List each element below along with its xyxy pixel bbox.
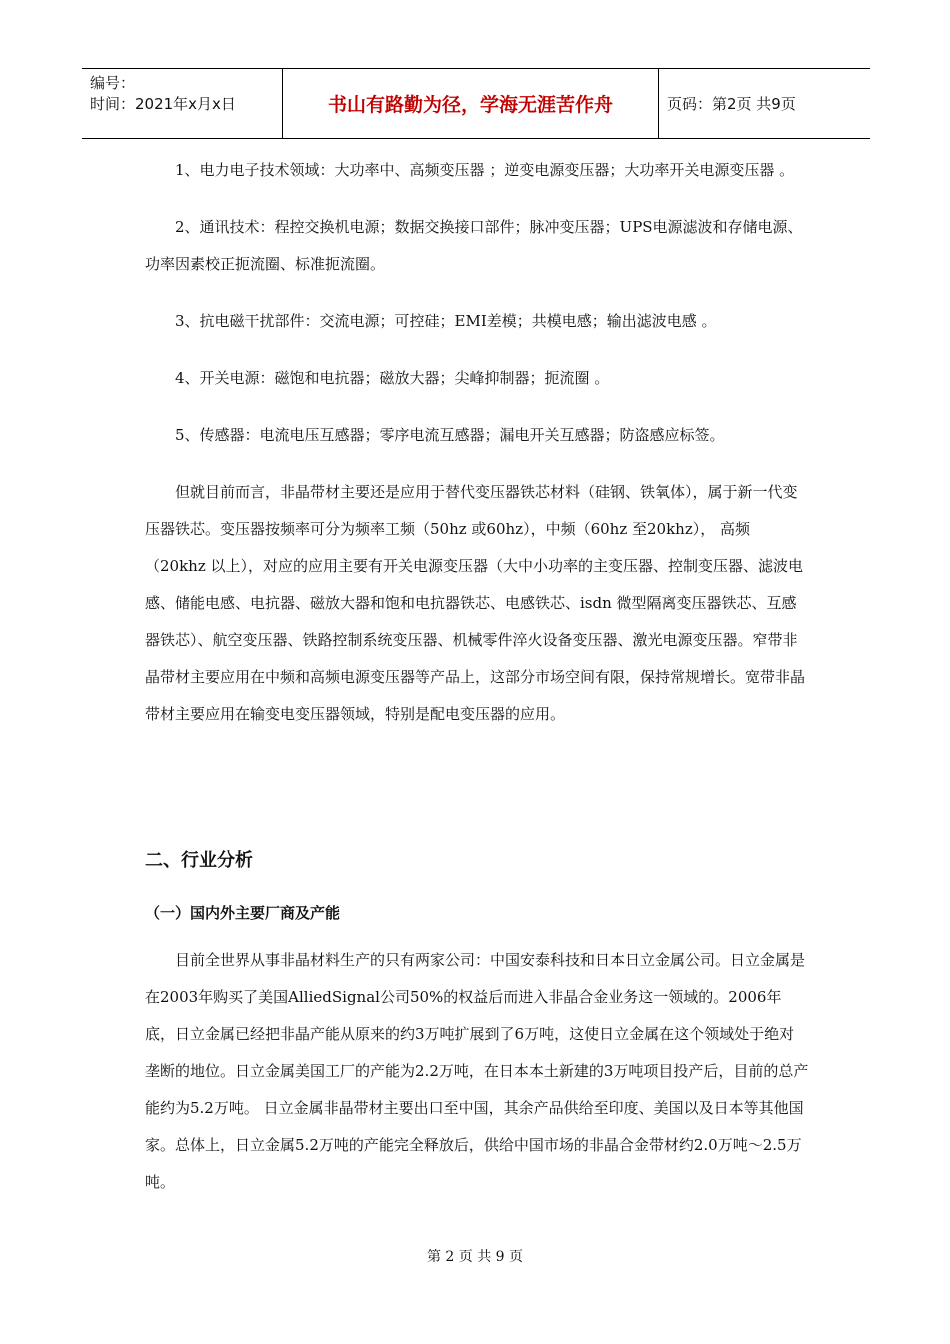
document-time-label: 时间：2021年x月x日 [90, 95, 236, 113]
document-number-label: 编号： [90, 74, 136, 92]
list-item: 3、抗电磁干扰部件：交流电源；可控硅；EMI差模；共模电感；输出滤波电感 。 [175, 312, 717, 330]
header-page-info: 页码：第2页 共9页 [667, 95, 796, 113]
list-item: 1、电力电子技术领域：大功率中、高频变压器 ；逆变电源变压器；大功率开关电源变压器 。 [175, 161, 795, 179]
paragraph-applications: 但就目前而言，非晶带材主要还是应用于替代变压器铁芯材料（硅钢、铁氧体），属于新一代变压器铁芯。变压器按频率可分为频率工频（50hz 或60hz），中频（60hz 至20khz）， 高频（20khz 以上），对应的应用主要有开关电源变压器（大中小功率的主变压器、控制变压器、滤波电感、储能电感、电抗器、磁放大器和饱和电抗器铁芯、电感铁芯、isdn 微型隔离变压器铁芯、互感器铁芯）、航空变压器、铁路控制系统变压器、机械零件淬火设备变压器、激光电源变压器。窄带非晶带材主要应用在中频和高频电源变压器等产品上，这部分市场空间有限，保持常规增长。宽带非晶带材主要应用在输变电变压器领域，特别是配电变压器的应用。 [145, 483, 806, 723]
list-item: 2、通讯技术：程控交换机电源；数据交换接口部件；脉冲变压器；UPS电源滤波和存储电源、功率因素校正扼流圈、标准扼流圈。 [145, 218, 803, 273]
section-title: 二、行业分析 [145, 850, 253, 871]
paragraph-manufacturers: 目前全世界从事非晶材料生产的只有两家公司：中国安泰科技和日本日立金属公司。日立金属是在2003年购买了美国AlliedSignal公司50%的权益后而进入非晶合金业务这一领域的。2006年底，日立金属已经把非晶产能从原来的约3万吨扩展到了6万吨，这使日立金属在这个领域处于绝对垄断的地位。日立金属美国工厂的产能为2.2万吨，在日本本土新建的3万吨项目投产后，目前的总产能约为5.2万吨。 日立金属非晶带材主要出口至中国，其余产品供给至印度、美国以及日本等其他国家。总体上，日立金属5.2万吨的产能完全释放后，供给中国市场的非晶合金带材约2.0万吨～2.5万吨。 [145, 951, 809, 1191]
list-item: 5、传感器：电流电压互感器；零序电流互感器；漏电开关互感器；防盗感应标签。 [175, 426, 725, 444]
header-motto: 书山有路勤为径，学海无涯苦作舟 [283, 69, 659, 138]
subsection-title: （一）国内外主要厂商及产能 [145, 904, 341, 922]
paragraph-manufacturers-wrapper [145, 942, 809, 1201]
page-footer: 第 2 页 共 9 页 [426, 1249, 524, 1265]
header-table [82, 68, 870, 139]
header-left-cell [82, 69, 283, 138]
list-section [145, 152, 809, 733]
list-item: 4、开关电源：磁饱和电抗器；磁放大器；尖峰抑制器；扼流圈 。 [175, 369, 610, 387]
